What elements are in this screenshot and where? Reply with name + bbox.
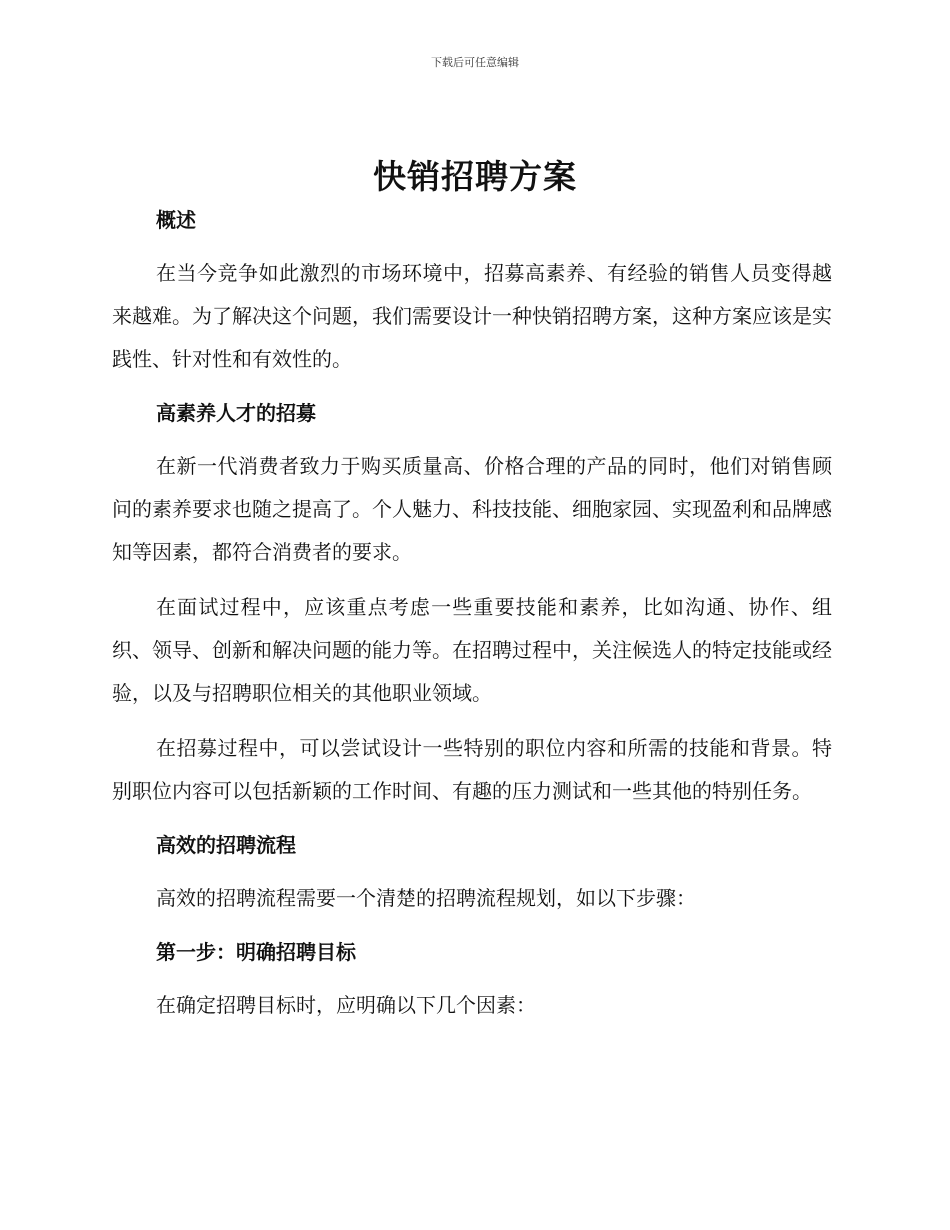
paragraph-talent-3: 在招募过程中，可以尝试设计一些特别的职位内容和所需的技能和背景。特别职位内容可以包括新颖的工作时间、有趣的压力测试和一些其他的特别任务。	[112, 736, 832, 803]
section-heading-overview: 概述	[156, 208, 196, 232]
header-note: 下载后可任意编辑	[431, 56, 519, 69]
paragraph-overview: 在当今竞争如此激烈的市场环境中，招募高素养、有经验的销售人员变得越来越难。为了解决这个问题，我们需要设计一种快销招聘方案，这种方案应该是实践性、针对性和有效性的。	[112, 261, 832, 371]
section-heading-talent: 高素养人才的招募	[156, 401, 316, 425]
document-title: 快销招聘方案	[373, 157, 577, 196]
paragraph-talent-2: 在面试过程中，应该重点考虑一些重要技能和素养，比如沟通、协作、组织、领导、创新和解决问题的能力等。在招聘过程中，关注候选人的特定技能或经验，以及与招聘职位相关的其他职业领域。	[112, 595, 832, 705]
section-heading-step1: 第一步：明确招聘目标	[156, 940, 356, 964]
paragraph-step1: 在确定招聘目标时，应明确以下几个因素：	[156, 993, 536, 1017]
paragraph-talent-1: 在新一代消费者致力于购买质量高、价格合理的产品的同时，他们对销售顾问的素养要求也随之提高了。个人魅力、科技技能、细胞家园、实现盈利和品牌感知等因素，都符合消费者的要求。	[112, 454, 832, 564]
document-body	[112, 200, 832, 1027]
section-heading-process: 高效的招聘流程	[156, 833, 296, 857]
paragraph-process: 高效的招聘流程需要一个清楚的招聘流程规划，如以下步骤：	[156, 886, 696, 910]
